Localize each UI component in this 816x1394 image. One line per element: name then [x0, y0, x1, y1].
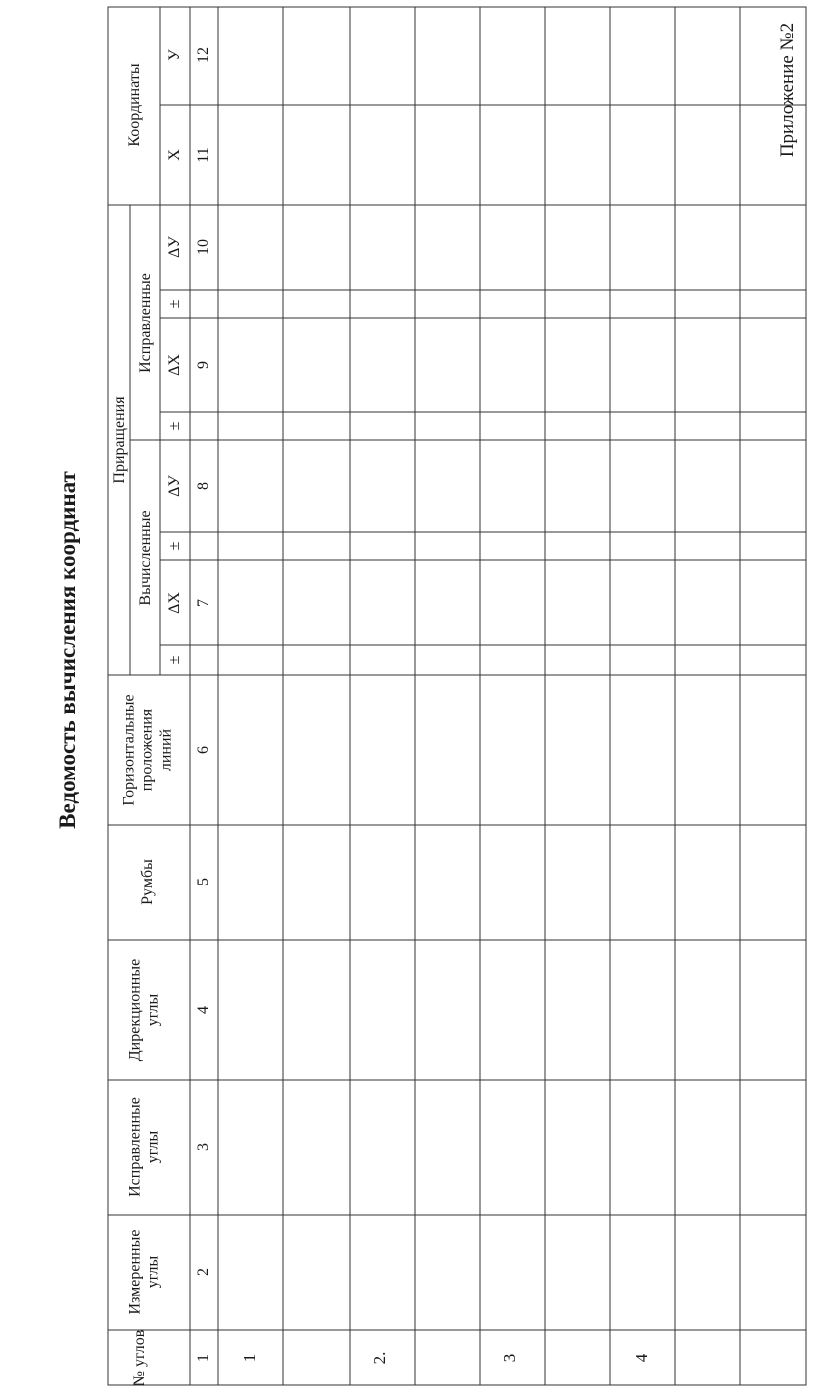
- header-increments: Приращения: [110, 396, 128, 484]
- colnum-10: 10: [195, 239, 212, 255]
- row-label-1: 1: [240, 1353, 259, 1363]
- subheader-x: X: [165, 149, 183, 161]
- colnum-4: 4: [195, 1006, 212, 1014]
- subheader-pm-adjusted-dx: ±: [165, 421, 183, 431]
- subheader-computed-dx: ΔX: [165, 592, 183, 614]
- colnum-6: 6: [195, 746, 212, 754]
- subheader-adjusted-dx: ΔX: [165, 354, 183, 376]
- header-horizontal-distances: [120, 694, 175, 805]
- subheader-y: У: [165, 49, 183, 61]
- header-directional-line2: углы: [145, 993, 162, 1027]
- header-measured-line2: углы: [145, 1255, 162, 1289]
- subheader-pm-adjusted-dy: ±: [165, 299, 183, 309]
- header-measured-line1: Измеренные: [126, 1229, 144, 1315]
- appendix-note: Приложение №2: [777, 22, 798, 158]
- colnum-2: 2: [195, 1268, 212, 1276]
- header-corrected-angles: [127, 1097, 164, 1197]
- row-label-4: 4: [632, 1353, 651, 1363]
- header-adjusted: Исправленные: [136, 273, 154, 373]
- header-horizontal-line2: проложения: [138, 708, 156, 792]
- header-bearings: Румбы: [138, 859, 156, 905]
- document-title: Ведомость вычисления координат: [55, 471, 80, 829]
- colnum-1: 1: [195, 1354, 212, 1362]
- colnum-3: 3: [195, 1143, 212, 1151]
- header-computed: Вычисленные: [136, 510, 154, 606]
- colnum-11: 11: [195, 147, 212, 163]
- header-directional-line1: Дирекционные: [126, 958, 144, 1062]
- header-angle-no: № углов: [130, 1329, 148, 1387]
- subheader-adjusted-dy: ΔУ: [165, 236, 183, 258]
- header-directional-angles: [127, 959, 164, 1061]
- row-label-2: 2.: [370, 1351, 389, 1365]
- header-horizontal-line1: Горизонтальные: [120, 694, 138, 806]
- colnum-8: 8: [195, 482, 212, 490]
- header-coordinates: Координаты: [125, 63, 143, 147]
- colnum-7: 7: [195, 599, 212, 607]
- colnum-5: 5: [195, 878, 212, 886]
- header-corrected-line2: углы: [145, 1130, 162, 1164]
- row-label-3: 3: [500, 1353, 519, 1363]
- subheader-pm-computed-dy: ±: [165, 541, 183, 551]
- header-corrected-line1: Исправленные: [126, 1097, 144, 1197]
- colnum-9: 9: [195, 361, 212, 369]
- subheader-computed-dy: ΔУ: [165, 475, 183, 497]
- colnum-12: 12: [195, 47, 212, 63]
- header-horizontal-line3: линий: [157, 728, 175, 772]
- header-measured-angles: [127, 1230, 164, 1315]
- subheader-pm-computed-dx: ±: [165, 655, 183, 665]
